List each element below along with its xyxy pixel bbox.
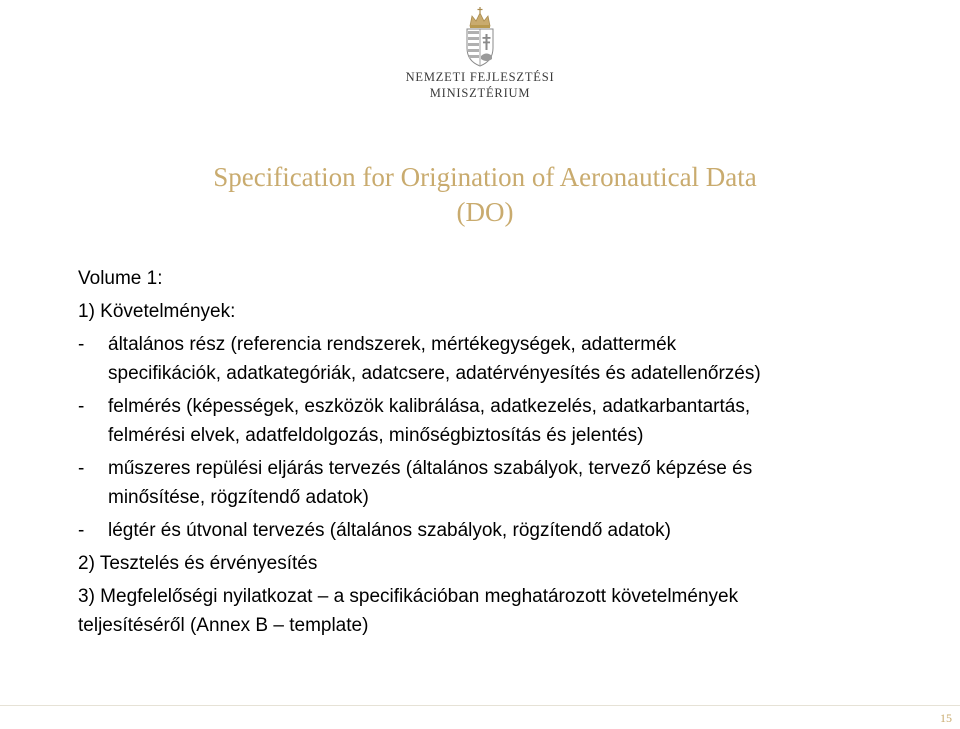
list-item-line2: specifikációk, adatkategóriák, adatcsere, adatérvényesítés és adatellenőrzés): [108, 363, 761, 384]
slide-title: [0, 160, 960, 230]
page-number: 15: [940, 711, 952, 725]
list-item: [78, 454, 938, 512]
list-item-line1: légtér és útvonal tervezés (általános szabályok, rögzítendő adatok): [108, 520, 671, 541]
list-item: [78, 330, 938, 388]
footer-divider: [0, 705, 960, 706]
slide-title-line2: (DO): [456, 197, 514, 227]
list-item-line1: műszeres repülési eljárás tervezés (általános szabályok, tervező képzése és: [108, 458, 753, 479]
list-item-line1: általános rész (referencia rendszerek, mértékegységek, adattermék: [108, 334, 677, 355]
list-dash: -: [78, 458, 85, 479]
list-item-line2: minősítése, rögzítendő adatok): [108, 487, 369, 508]
section-requirements: 1) Követelmények:: [78, 301, 236, 322]
org-name-line1: NEMZETI FEJLESZTÉSI: [405, 70, 555, 84]
section-conformity-line1: 3) Megfelelőségi nyilatkozat – a specifikációban meghatározott követelmények: [78, 586, 739, 607]
ministry-logo: [0, 6, 960, 100]
slide-title-line1: Specification for Origination of Aeronautical Data: [213, 162, 757, 192]
section-testing: 2) Tesztelés és érvényesítés: [78, 553, 318, 574]
list-item-line2: felmérési elvek, adatfeldolgozás, minőségbiztosítás és jelentés): [108, 425, 644, 446]
org-name-line2: MINISZTÉRIUM: [429, 86, 531, 100]
list-item: [78, 392, 938, 450]
list-item: [78, 516, 938, 545]
hungarian-coat-of-arms-icon: [460, 6, 500, 68]
section-conformity-line2: teljesítéséről (Annex B – template): [78, 615, 369, 636]
volume-heading: Volume 1:: [78, 268, 163, 289]
list-dash: -: [78, 520, 85, 541]
list-dash: -: [78, 396, 85, 417]
slide-body: [78, 264, 938, 640]
list-dash: -: [78, 334, 85, 355]
list-item-line1: felmérés (képességek, eszközök kalibrálása, adatkezelés, adatkarbantartás,: [108, 396, 751, 417]
